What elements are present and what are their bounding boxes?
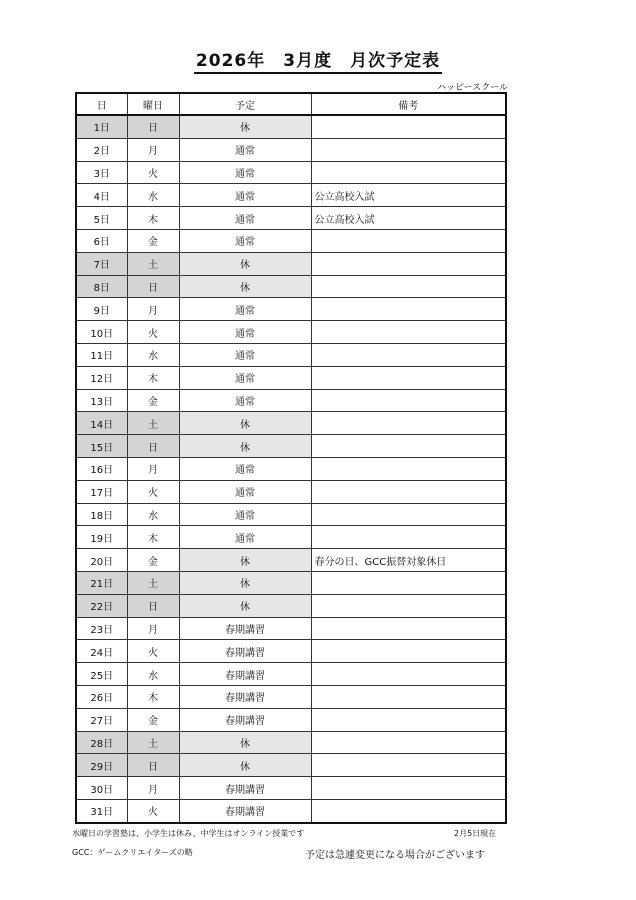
plan-cell: 通常: [179, 526, 311, 549]
table-row: [76, 754, 506, 777]
weekday-cell: 月: [127, 457, 179, 480]
footer-note-gcc: GCC：ゲームクリエイターズの略: [72, 848, 193, 857]
weekday-cell: 日: [127, 115, 179, 138]
weekday-cell: 日: [127, 594, 179, 617]
note-cell: [311, 343, 506, 366]
note-cell: [311, 321, 506, 344]
plan-cell: 休: [179, 594, 311, 617]
plan-cell: 通常: [179, 343, 311, 366]
weekday-cell: 火: [127, 480, 179, 503]
note-cell: [311, 708, 506, 731]
weekday-cell: 木: [127, 526, 179, 549]
note-cell: [311, 366, 506, 389]
note-cell: [311, 503, 506, 526]
day-cell: 15日: [76, 435, 127, 458]
day-cell: 20日: [76, 549, 127, 572]
plan-cell: 通常: [179, 161, 311, 184]
weekday-cell: 火: [127, 161, 179, 184]
plan-cell: 休: [179, 549, 311, 572]
weekday-cell: 火: [127, 799, 179, 822]
note-cell: [311, 777, 506, 800]
organization-name: ハッピースクール: [436, 83, 508, 93]
weekday-cell: 土: [127, 731, 179, 754]
table-row: [76, 298, 506, 321]
day-cell: 18日: [76, 503, 127, 526]
weekday-cell: 日: [127, 435, 179, 458]
plan-cell: 通常: [179, 207, 311, 230]
plan-cell: 春期講習: [179, 777, 311, 800]
note-cell: [311, 754, 506, 777]
table-row: [76, 343, 506, 366]
plan-cell: 休: [179, 435, 311, 458]
note-cell: [311, 138, 506, 161]
plan-cell: 休: [179, 115, 311, 138]
weekday-cell: 月: [127, 298, 179, 321]
note-cell: [311, 640, 506, 663]
weekday-cell: 月: [127, 138, 179, 161]
title-text: 2026年 3月度 月次予定表: [194, 51, 442, 74]
plan-cell: 通常: [179, 229, 311, 252]
note-cell: 春分の日、GCC振替対象休日: [311, 549, 506, 572]
plan-cell: 通常: [179, 138, 311, 161]
day-cell: 25日: [76, 663, 127, 686]
table-row: [76, 229, 506, 252]
plan-cell: 春期講習: [179, 685, 311, 708]
day-cell: 7日: [76, 252, 127, 275]
day-cell: 26日: [76, 685, 127, 708]
weekday-cell: 日: [127, 275, 179, 298]
plan-cell: 春期講習: [179, 708, 311, 731]
table-row: [76, 571, 506, 594]
day-cell: 8日: [76, 275, 127, 298]
table-row: [76, 412, 506, 435]
table-row: [76, 526, 506, 549]
day-cell: 24日: [76, 640, 127, 663]
weekday-cell: 火: [127, 321, 179, 344]
header-notes: 備考: [311, 93, 506, 115]
table-row: [76, 184, 506, 207]
note-cell: [311, 275, 506, 298]
note-cell: [311, 298, 506, 321]
note-cell: [311, 161, 506, 184]
day-cell: 10日: [76, 321, 127, 344]
header-weekday: 曜日: [127, 93, 179, 115]
header-plan: 予定: [179, 93, 311, 115]
day-cell: 4日: [76, 184, 127, 207]
footer-disclaimer: 予定は急遽変更になる場合がございます: [305, 850, 485, 861]
day-cell: 21日: [76, 571, 127, 594]
table-row: [76, 161, 506, 184]
day-cell: 23日: [76, 617, 127, 640]
table-row: [76, 457, 506, 480]
weekday-cell: 水: [127, 503, 179, 526]
weekday-cell: 土: [127, 571, 179, 594]
plan-cell: 通常: [179, 366, 311, 389]
plan-cell: 通常: [179, 184, 311, 207]
note-cell: 公立高校入試: [311, 207, 506, 230]
plan-cell: 通常: [179, 503, 311, 526]
table-row: [76, 503, 506, 526]
plan-cell: 休: [179, 252, 311, 275]
day-cell: 19日: [76, 526, 127, 549]
table-row: [76, 777, 506, 800]
page-title: [0, 46, 636, 71]
table-row: [76, 480, 506, 503]
day-cell: 22日: [76, 594, 127, 617]
table-row: [76, 549, 506, 572]
day-cell: 17日: [76, 480, 127, 503]
weekday-cell: 金: [127, 708, 179, 731]
table-row: [76, 799, 506, 822]
weekday-cell: 土: [127, 412, 179, 435]
plan-cell: 休: [179, 571, 311, 594]
table-row: [76, 321, 506, 344]
footer-date: 2月5日現在: [454, 829, 497, 838]
weekday-cell: 火: [127, 640, 179, 663]
note-cell: [311, 571, 506, 594]
note-cell: [311, 731, 506, 754]
note-cell: [311, 252, 506, 275]
table-row: [76, 138, 506, 161]
note-cell: [311, 435, 506, 458]
weekday-cell: 金: [127, 389, 179, 412]
day-cell: 29日: [76, 754, 127, 777]
schedule-table: [75, 92, 507, 824]
table-row: [76, 366, 506, 389]
note-cell: [311, 115, 506, 138]
day-cell: 13日: [76, 389, 127, 412]
note-cell: [311, 799, 506, 822]
day-cell: 27日: [76, 708, 127, 731]
day-cell: 2日: [76, 138, 127, 161]
note-cell: [311, 685, 506, 708]
day-cell: 16日: [76, 457, 127, 480]
weekday-cell: 水: [127, 343, 179, 366]
plan-cell: 春期講習: [179, 799, 311, 822]
day-cell: 28日: [76, 731, 127, 754]
table-row: [76, 115, 506, 138]
table-row: [76, 640, 506, 663]
plan-cell: 休: [179, 731, 311, 754]
plan-cell: 春期講習: [179, 617, 311, 640]
header-day: 日: [76, 93, 127, 115]
table-row: [76, 617, 506, 640]
table-row: [76, 663, 506, 686]
day-cell: 14日: [76, 412, 127, 435]
day-cell: 1日: [76, 115, 127, 138]
note-cell: [311, 412, 506, 435]
table-body: [76, 115, 506, 823]
table-row: [76, 389, 506, 412]
weekday-cell: 日: [127, 754, 179, 777]
day-cell: 12日: [76, 366, 127, 389]
note-cell: [311, 526, 506, 549]
table-row: [76, 252, 506, 275]
weekday-cell: 月: [127, 617, 179, 640]
note-cell: [311, 480, 506, 503]
day-cell: 5日: [76, 207, 127, 230]
plan-cell: 通常: [179, 480, 311, 503]
weekday-cell: 木: [127, 685, 179, 708]
weekday-cell: 金: [127, 549, 179, 572]
plan-cell: 春期講習: [179, 663, 311, 686]
table-row: [76, 708, 506, 731]
note-cell: [311, 594, 506, 617]
plan-cell: 休: [179, 275, 311, 298]
table-row: [76, 594, 506, 617]
plan-cell: 通常: [179, 298, 311, 321]
weekday-cell: 水: [127, 184, 179, 207]
footer-note-wednesday: 水曜日の学習塾は、小学生は休み、中学生はオンライン授業です: [72, 829, 305, 838]
weekday-cell: 金: [127, 229, 179, 252]
weekday-cell: 水: [127, 663, 179, 686]
table-row: [76, 685, 506, 708]
day-cell: 3日: [76, 161, 127, 184]
weekday-cell: 木: [127, 366, 179, 389]
note-cell: [311, 617, 506, 640]
plan-cell: 休: [179, 412, 311, 435]
plan-cell: 通常: [179, 457, 311, 480]
table-row: [76, 207, 506, 230]
note-cell: [311, 663, 506, 686]
table-row: [76, 731, 506, 754]
table-header-row: [76, 93, 506, 115]
weekday-cell: 土: [127, 252, 179, 275]
table-row: [76, 435, 506, 458]
day-cell: 31日: [76, 799, 127, 822]
plan-cell: 通常: [179, 321, 311, 344]
day-cell: 9日: [76, 298, 127, 321]
note-cell: [311, 389, 506, 412]
plan-cell: 休: [179, 754, 311, 777]
plan-cell: 春期講習: [179, 640, 311, 663]
day-cell: 11日: [76, 343, 127, 366]
note-cell: [311, 229, 506, 252]
plan-cell: 通常: [179, 389, 311, 412]
note-cell: 公立高校入試: [311, 184, 506, 207]
weekday-cell: 木: [127, 207, 179, 230]
table-row: [76, 275, 506, 298]
day-cell: 6日: [76, 229, 127, 252]
day-cell: 30日: [76, 777, 127, 800]
weekday-cell: 月: [127, 777, 179, 800]
note-cell: [311, 457, 506, 480]
